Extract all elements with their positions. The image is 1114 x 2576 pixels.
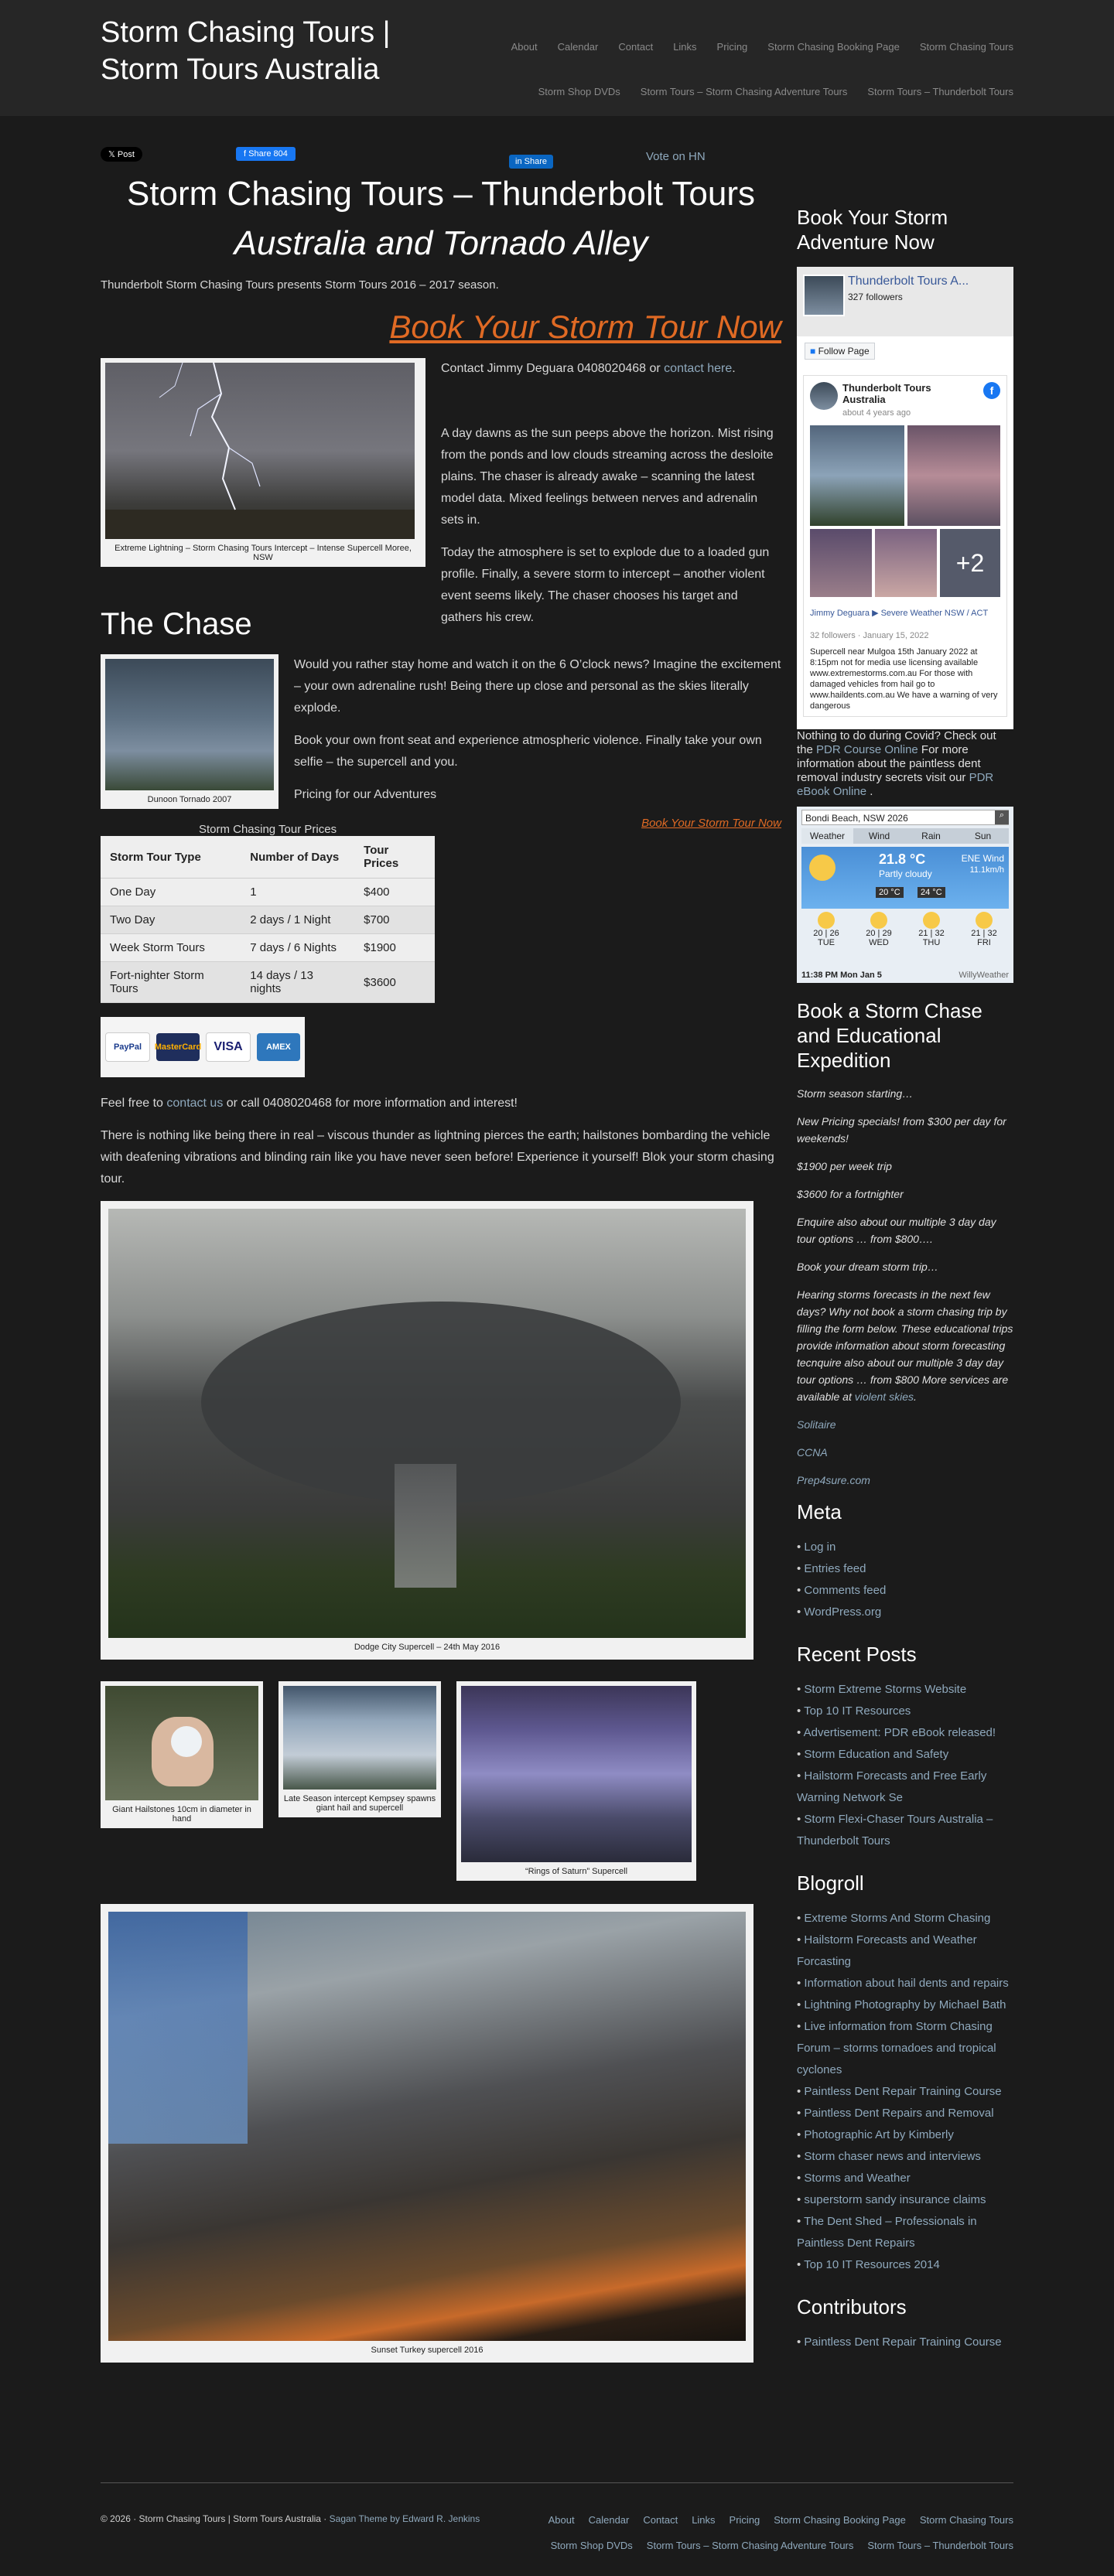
chase-heading: The Chase xyxy=(101,607,252,641)
forecast-day: 21 | 32 THU xyxy=(907,912,956,947)
recent-posts-heading: Recent Posts xyxy=(797,1643,917,1666)
book-tour-small-link[interactable]: Book Your Storm Tour Now xyxy=(641,817,781,830)
covid-note: Nothing to do during Covid? Check out the PDR Course Online For more information about the paintless dent removal industry secrets visit our PDR eBook Online . xyxy=(797,729,996,798)
cell-days: 7 days / 6 Nights xyxy=(241,934,354,962)
forecast-high: 29 xyxy=(882,929,892,938)
col-price: Tour Prices xyxy=(354,836,435,879)
dunoon-photo[interactable] xyxy=(105,659,274,790)
chase-paragraph-1: Would you rather stay home and watch it on the 6 O’clock news? Imagine the excitement – your own adrenaline rush! Being there up close and personal as the skies literally explode. xyxy=(294,658,781,715)
contributor-link[interactable]: • Paintless Dent Repair Training Course xyxy=(797,2332,1013,2353)
intro-block xyxy=(101,358,781,624)
fb-post-avatar xyxy=(810,382,838,410)
fb-page-name[interactable]: Thunderbolt Tours A... xyxy=(848,275,969,288)
blogroll-link[interactable]: • Photographic Art by Kimberly xyxy=(797,2124,1013,2146)
pdr-ebook-link[interactable]: PDR eBook Online xyxy=(797,771,994,798)
dunoon-caption: Dunoon Tornado 2007 xyxy=(147,795,232,804)
weather-wind: ENE Wind xyxy=(961,853,1004,864)
fb-share-meta: 32 followers · January 15, 2022 xyxy=(810,631,929,640)
footer-nav-pricing[interactable]: Pricing xyxy=(729,2514,760,2526)
dodge-city-figure xyxy=(101,1201,753,1660)
blogroll-link[interactable]: • Information about hail dents and repairs xyxy=(797,1973,1013,1994)
fb-photo-4[interactable] xyxy=(875,529,937,597)
footer-nav-adventure-tours[interactable]: Storm Tours – Storm Chasing Adventure Tours xyxy=(646,2540,854,2551)
nav-shop[interactable]: Storm Shop DVDs xyxy=(538,86,620,97)
recent-post[interactable]: • Storm Flexi-Chaser Tours Australia – Thunderbolt Tours xyxy=(797,1809,1013,1852)
cell-price: $700 xyxy=(354,906,435,934)
meta-list xyxy=(797,1537,1013,1623)
price-table xyxy=(101,836,435,1003)
contributors-heading: Contributors xyxy=(797,2295,907,2318)
atmosphere-paragraph: Today the atmosphere is set to explode due to a loaded gun profile. Finally, a severe storm to intercept – another violent event seems likely. The chaser chooses his target and gathers his crew. xyxy=(441,546,770,624)
nothing-like-paragraph: There is nothing like being there in real – viscous thunder as lightning pierces the earth; hailstones bombarding the vehicle with deafening vibrations and blinding rain like you have never seen before! Experience it yourself! Blok your storm chasing tour. xyxy=(101,1129,774,1186)
exp-line: Book your dream storm trip… xyxy=(797,1261,938,1273)
blogroll-link[interactable]: • Paintless Dent Repair Training Course xyxy=(797,2081,1013,2103)
forecast-high: 32 xyxy=(935,929,945,938)
fb-more-photos[interactable]: +2 xyxy=(940,529,1000,597)
turkey-photo[interactable] xyxy=(108,1912,746,2341)
meta-log-in[interactable]: • Log in xyxy=(797,1537,1013,1558)
exp-line: New Pricing specials! from $300 per day for weekends! xyxy=(797,1115,1006,1145)
exp-line: Enquire also about our multiple 3 day day tour options … from $800…. xyxy=(797,1216,996,1245)
recent-post[interactable]: • Storm Extreme Storms Website xyxy=(797,1679,1013,1701)
table-row xyxy=(101,962,435,1003)
kempsey-figure xyxy=(278,1681,441,1817)
nav-booking[interactable]: Storm Chasing Booking Page xyxy=(767,41,900,53)
facebook-icon: f xyxy=(983,382,1000,399)
footer-divider xyxy=(101,2482,1013,2483)
blogroll-link[interactable]: • Top 10 IT Resources 2014 xyxy=(797,2254,1013,2276)
lightning-bolt-icon xyxy=(105,363,415,539)
price-table-caption: Storm Chasing Tour Prices xyxy=(198,823,337,836)
sun-icon xyxy=(976,912,993,929)
willyweather-link[interactable]: WillyWeather xyxy=(959,971,1009,980)
exp-long: Hearing storms forecasts in the next few days? Why not book a storm chasing trip by filling the form below. These educational trips provide information about storm forecasting tecnquire also about our multiple 3 day day tour options … from $800 More services are available at violent skies. xyxy=(797,1288,1013,1403)
sun-icon xyxy=(870,912,887,929)
hail-figure xyxy=(101,1681,263,1828)
tab-rain[interactable]: Rain xyxy=(905,828,957,844)
solitaire-link[interactable]: Solitaire xyxy=(797,1418,836,1431)
footer-nav-links[interactable]: Links xyxy=(692,2514,716,2526)
linkedin-share-button[interactable]: in Share xyxy=(509,155,553,169)
cell-days: 2 days / 1 Night xyxy=(241,906,354,934)
tab-sun[interactable]: Sun xyxy=(957,828,1009,844)
pricing-for-label: Pricing for our Adventures xyxy=(294,788,437,801)
dodge-city-caption: Dodge City Supercell – 24th May 2016 xyxy=(354,1643,501,1652)
x-post-button[interactable]: 𝕏 Post xyxy=(101,147,142,162)
lightning-figure xyxy=(101,358,425,567)
forecast-day-label: THU xyxy=(922,938,941,947)
price-table-header-row xyxy=(101,836,435,879)
table-row xyxy=(101,906,435,934)
visa-icon: VISA xyxy=(206,1032,251,1062)
partly-cloudy-icon xyxy=(809,855,836,881)
dawn-paragraph: A day dawns as the sun peeps above the horizon. Mist rising from the ponds and low clouds streaming across the desloite plains. The chaser is already awake – scanning the latest model data. Mixed feelings between nerves and adrenalin sets in. xyxy=(441,427,774,527)
fb-share-from[interactable]: Jimmy Deguara ▶ Severe Weather NSW / ACT xyxy=(810,609,989,618)
intro-text: Thunderbolt Storm Chasing Tours presents Storm Tours 2016 – 2017 season. xyxy=(101,278,499,292)
page-title: Storm Chasing Tours – Thunderbolt Tours xyxy=(126,175,755,213)
footer-nav-booking[interactable]: Storm Chasing Booking Page xyxy=(774,2514,906,2526)
fb-photo-2[interactable] xyxy=(907,425,1000,526)
forecast-low: 20 xyxy=(813,929,823,938)
recent-post[interactable]: • Advertisement: PDR eBook released! xyxy=(797,1722,1013,1744)
forecast-low: 20 xyxy=(866,929,876,938)
payment-methods xyxy=(101,1017,305,1077)
table-row xyxy=(101,879,435,906)
chase-text-column xyxy=(294,654,781,830)
facebook-share-button[interactable]: f Share 804 xyxy=(236,147,296,161)
prep4sure-link[interactable]: Prep4sure.com xyxy=(797,1474,870,1486)
contact-line: Contact Jimmy Deguara 0408020468 or contact here. xyxy=(441,362,736,375)
footer-copyright xyxy=(101,2513,480,2524)
recent-post[interactable]: • Storm Education and Safety xyxy=(797,1744,1013,1766)
share-row xyxy=(101,147,781,170)
blogroll-link[interactable]: • Storm chaser news and interviews xyxy=(797,2146,1013,2168)
fb-post-time: about 4 years ago xyxy=(842,408,911,418)
footer-nav-storm-chasing-tours[interactable]: Storm Chasing Tours xyxy=(919,2514,1013,2526)
cell-days: 14 days / 13 nights xyxy=(241,962,354,1003)
blogroll-list xyxy=(797,1908,1013,2276)
dunoon-figure xyxy=(101,654,278,809)
facebook-widget[interactable] xyxy=(797,267,1013,729)
blogroll-link[interactable]: • Hailstorm Forecasts and Weather Forcasting xyxy=(797,1929,1013,1973)
footer-nav xyxy=(472,2507,1013,2558)
recent-posts-list xyxy=(797,1679,1013,1852)
weather-low: 20 °C xyxy=(876,887,904,898)
fb-photo-3[interactable] xyxy=(810,529,872,597)
meta-comments-feed[interactable]: • Comments feed xyxy=(797,1580,1013,1602)
mastercard-icon: MasterCard xyxy=(156,1033,200,1061)
nav-links[interactable]: Links xyxy=(673,41,697,53)
exp-link-line xyxy=(797,1472,1013,1489)
weather-location-input[interactable]: Bondi Beach, NSW 2026 xyxy=(801,810,1009,825)
nav-contact[interactable]: Contact xyxy=(618,41,654,53)
facebook-share-label: Share 804 xyxy=(248,149,288,159)
exp-link-line xyxy=(797,1416,1013,1433)
fb-follow-label: Follow Page xyxy=(818,346,870,357)
exp-line: $1900 per week trip xyxy=(797,1160,892,1172)
violent-skies-link[interactable]: violent skies xyxy=(854,1390,914,1403)
covid-mid: For more information about the paintless dent removal industry secrets visit our xyxy=(797,743,981,784)
kempsey-caption: Late Season intercept Kempsey spawns giant hail and supercell xyxy=(283,1794,436,1813)
nav-thunderbolt-tours[interactable]: Storm Tours – Thunderbolt Tours xyxy=(867,86,1013,97)
col-days: Number of Days xyxy=(241,836,354,879)
fb-photo-1[interactable] xyxy=(810,425,904,526)
paypal-icon: PayPal xyxy=(105,1032,150,1062)
fb-page-avatar[interactable] xyxy=(803,275,845,316)
blogroll-link[interactable]: • Lightning Photography by Michael Bath xyxy=(797,1994,1013,2016)
hail-photo[interactable] xyxy=(105,1686,258,1800)
feel-free-line xyxy=(101,1093,781,1114)
blogroll-link[interactable]: • Storms and Weather xyxy=(797,2168,1013,2189)
blogroll-heading: Blogroll xyxy=(797,1871,864,1895)
main-content xyxy=(101,147,781,2363)
contributors-list xyxy=(797,2332,1013,2353)
nav-adventure-tours[interactable]: Storm Tours – Storm Chasing Adventure Tours xyxy=(640,86,848,97)
fb-followers: 327 followers xyxy=(848,292,903,302)
forecast-high: 32 xyxy=(987,929,997,938)
turkey-caption: Sunset Turkey supercell 2016 xyxy=(371,2346,484,2355)
blogroll-link[interactable]: • Extreme Storms And Storm Chasing xyxy=(797,1908,1013,1929)
forecast-day-label: TUE xyxy=(818,938,835,947)
fb-follow-icon: ■ xyxy=(810,346,816,357)
forecast-day: 20 | 29 WED xyxy=(854,912,904,947)
amex-icon: AMEX xyxy=(257,1033,300,1061)
theme-credit-link[interactable]: Sagan Theme by Edward R. Jenkins xyxy=(329,2513,480,2524)
nav-about[interactable]: About xyxy=(511,41,538,53)
footer-nav-thunderbolt-tours[interactable]: Storm Tours – Thunderbolt Tours xyxy=(867,2540,1013,2551)
chase-paragraph-2: Book your own front seat and experience atmospheric violence. Finally take your own selfie – the supercell and you. xyxy=(294,734,762,769)
fb-follow-button[interactable] xyxy=(805,343,875,360)
exp-line: $3600 for a fortnighter xyxy=(797,1188,904,1200)
forecast-day-label: WED xyxy=(869,938,889,947)
site-title[interactable]: Storm Chasing Tours | Storm Tours Australia xyxy=(101,16,391,86)
cell-price: $400 xyxy=(354,879,435,906)
weather-current-panel xyxy=(801,847,1009,909)
weather-tabs xyxy=(801,828,1009,844)
sun-icon xyxy=(923,912,940,929)
site-header xyxy=(0,0,1114,116)
page-subtitle: Australia and Tornado Alley xyxy=(234,224,648,262)
forecast-low: 21 xyxy=(971,929,981,938)
table-row xyxy=(101,934,435,962)
forecast-day-label: FRI xyxy=(977,938,991,947)
sun-icon xyxy=(818,912,835,929)
nav-calendar[interactable]: Calendar xyxy=(557,41,599,53)
exp-long-text: Hearing storms forecasts in the next few days? Why not book a storm chasing trip by filling the form below. These educational trips provide information about storm forecasting tecnquire also about our multiple 3 day day tour options … from $800 More services are available at xyxy=(797,1288,1013,1403)
footer-nav-shop[interactable]: Storm Shop DVDs xyxy=(550,2540,633,2551)
fb-post-author[interactable]: Thunderbolt Tours Australia xyxy=(842,382,931,405)
weather-forecast xyxy=(801,912,1009,947)
col-tour-type: Storm Tour Type xyxy=(101,836,241,879)
contact-us-link[interactable]: contact us xyxy=(166,1097,224,1110)
weather-time: 11:38 PM Mon Jan 5 xyxy=(801,971,882,980)
intro-text-column xyxy=(441,358,781,640)
contact-prefix: Contact Jimmy Deguara 0408020468 or xyxy=(441,362,661,375)
nav-storm-chasing-tours[interactable]: Storm Chasing Tours xyxy=(919,41,1013,53)
dodge-city-photo[interactable] xyxy=(108,1209,746,1638)
fb-share-text: Supercell near Mulgoa 15th January 2022 at 8:15pm not for media use licensing available www.extremestorms.com.au For those with damaged vehicles from hail go to www.haildents.com.au We have a warning of very dangerous xyxy=(810,647,998,711)
weather-wind-speed: 11.1km/h xyxy=(969,865,1004,875)
weather-temp: 21.8 °C xyxy=(879,851,926,867)
cell-days: 1 xyxy=(241,879,354,906)
footer-copy-text: © 2026 · Storm Chasing Tours | Storm Tours Australia · xyxy=(101,2513,327,2524)
footer-nav-calendar[interactable]: Calendar xyxy=(588,2514,630,2526)
exp-line: Storm season starting… xyxy=(797,1087,914,1100)
cell-price: $3600 xyxy=(354,962,435,1003)
turkey-figure xyxy=(101,1904,753,2363)
contact-here-link[interactable]: contact here xyxy=(664,362,733,375)
recent-post[interactable]: • Hailstorm Forecasts and Free Early Warning Network Se xyxy=(797,1766,1013,1809)
meta-entries-feed[interactable]: • Entries feed xyxy=(797,1558,1013,1580)
vote-hn-link[interactable]: Vote on HN xyxy=(646,150,706,163)
small-gallery xyxy=(101,1681,781,1888)
forecast-day: 21 | 32 FRI xyxy=(959,912,1009,947)
forecast-high: 26 xyxy=(829,929,839,938)
blogroll-link[interactable]: • The Dent Shed – Professionals in Paintless Dent Repairs xyxy=(797,2211,1013,2254)
weather-widget[interactable] xyxy=(797,807,1013,983)
weather-high: 24 °C xyxy=(918,887,945,898)
lightning-caption: Extreme Lightning – Storm Chasing Tours Intercept – Intense Supercell Moree, NSW xyxy=(114,544,412,562)
tab-wind[interactable]: Wind xyxy=(853,828,905,844)
cell-type: Two Day xyxy=(101,906,241,934)
feel-prefix: Feel free to xyxy=(101,1097,163,1110)
x-post-label: Post xyxy=(117,150,135,159)
exp-link-line xyxy=(797,1444,1013,1461)
primary-nav xyxy=(472,25,1013,114)
rings-caption: “Rings of Saturn” Supercell xyxy=(525,1867,628,1876)
hail-caption: Giant Hailstones 10cm in diameter in hand xyxy=(112,1805,251,1824)
lightning-photo[interactable] xyxy=(105,363,415,539)
forecast-day: 20 | 26 TUE xyxy=(801,912,851,947)
meta-wordpress[interactable]: • WordPress.org xyxy=(797,1602,1013,1623)
kempsey-photo[interactable] xyxy=(283,1686,436,1790)
linkedin-share-label: Share xyxy=(524,157,547,166)
expedition-heading: Book a Storm Chase and Educational Expedition xyxy=(797,999,982,1072)
rings-figure xyxy=(456,1681,696,1881)
nav-pricing[interactable]: Pricing xyxy=(716,41,748,53)
cell-type: One Day xyxy=(101,879,241,906)
cell-type: Fort-nighter Storm Tours xyxy=(101,962,241,1003)
book-tour-link[interactable]: Book Your Storm Tour Now xyxy=(389,309,781,345)
blogroll-link[interactable]: • Live information from Storm Chasing Forum – storms tornadoes and tropical cyclones xyxy=(797,2016,1013,2081)
feel-suffix: or call 0408020468 for more information and interest! xyxy=(226,1097,518,1110)
rings-photo[interactable] xyxy=(461,1686,692,1862)
fb-post xyxy=(803,375,1007,717)
sidebar xyxy=(797,205,1013,2372)
tab-weather[interactable]: Weather xyxy=(801,828,853,844)
blogroll-link[interactable]: • superstorm sandy insurance claims xyxy=(797,2189,1013,2211)
footer-nav-contact[interactable]: Contact xyxy=(643,2514,678,2526)
search-icon[interactable]: ⌕ xyxy=(995,810,1009,824)
footer-nav-about[interactable]: About xyxy=(548,2514,575,2526)
ccna-link[interactable]: CCNA xyxy=(797,1446,828,1459)
recent-post[interactable]: • Top 10 IT Resources xyxy=(797,1701,1013,1722)
covid-prefix: Nothing to do during Covid? Check out the xyxy=(797,729,996,756)
pdr-course-link[interactable]: PDR Course Online xyxy=(816,743,918,756)
cell-price: $1900 xyxy=(354,934,435,962)
cell-type: Week Storm Tours xyxy=(101,934,241,962)
book-adventure-heading: Book Your Storm Adventure Now xyxy=(797,206,948,254)
weather-desc: Partly cloudy xyxy=(879,868,932,879)
blogroll-link[interactable]: • Paintless Dent Repairs and Removal xyxy=(797,2103,1013,2124)
meta-heading: Meta xyxy=(797,1500,842,1523)
forecast-low: 21 xyxy=(918,929,928,938)
